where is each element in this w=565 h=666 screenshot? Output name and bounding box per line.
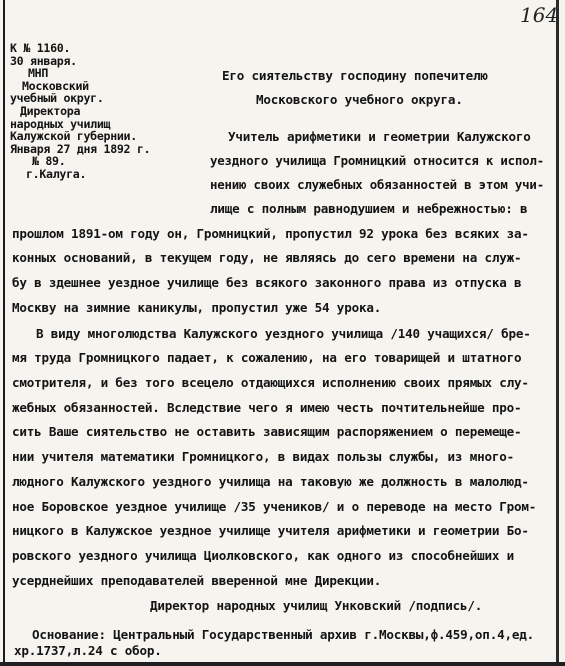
body-line: Москву на зимние каникулы, пропустил уже 54 урока. xyxy=(12,300,382,315)
registry-line: 30 января. xyxy=(10,53,77,68)
registry-line: Московский xyxy=(22,78,89,93)
registry-line: народных училищ xyxy=(10,116,111,131)
archive-basis-line: Основание: Центральный Государственный архив г.Москвы,ф.459,оп.4,ед. xyxy=(32,627,534,642)
registry-line: Директора xyxy=(20,103,81,118)
body-line: уездного училища Громницкий относится к испол- xyxy=(210,153,544,168)
body-line: бу в здешнее уездное училище без всякого законного права из отпуска в xyxy=(12,275,522,290)
registry-line: № 89. xyxy=(32,154,66,169)
addressee-line: Московского учебного округа. xyxy=(256,92,463,107)
body-line: нению своих служебных обязанностей в этом учи- xyxy=(210,177,544,192)
archive-basis-line: хр.1737,л.24 с обор. xyxy=(14,643,162,658)
body-line: жебных обязанностей. Вследствие чего я имею честь почтительнейше про- xyxy=(12,400,522,415)
body-line: конных оснований, в текущем году, не являясь до сего времени на служ- xyxy=(12,250,522,265)
body-line: людного Калужского уездного училища на таковую же должность в малолюд- xyxy=(12,474,529,489)
body-line: ровского уездного училища Циолковского, как одного из способнейших и xyxy=(12,548,514,563)
body-line: ное Боровское уездное училище /35 учеников/ и о переводе на место Гром- xyxy=(12,499,537,514)
body-line: усерднейших преподавателей вверенной мне Дирекции. xyxy=(12,573,382,588)
body-line: мя труда Громницкого падает, к сожалению, на его товарищей и штатного xyxy=(12,350,522,365)
body-line: сить Ваше сиятельство не оставить зависящим распоряжением о перемеще- xyxy=(12,424,522,439)
registry-line: Калужской губернии. xyxy=(10,129,137,144)
body-line: нии учителя математики Громницкого, в видах пользы службы, из много- xyxy=(12,449,514,464)
body-line: смотрителя, и без того всецело отдающихся исполнению своих прямых слу- xyxy=(12,375,529,390)
registry-line: К № 1160. xyxy=(10,41,71,55)
body-line: лище с полным равнодушием и небрежностью: в xyxy=(210,201,528,216)
body-line: Учитель арифметики и геометрии Калужского xyxy=(228,129,531,144)
signature-line: Директор народных училищ Унковский /подпись/. xyxy=(150,598,483,613)
handwritten-page-number: 164 xyxy=(520,3,559,27)
body-line: прошлом 1891-ом году он, Громницкий, пропустил 92 урока без всяких за- xyxy=(12,226,529,241)
registry-line: МНП xyxy=(28,66,49,81)
body-line: В виду многолюдства Калужского уездного училища /140 учащихся/ бре- xyxy=(36,326,531,341)
addressee-line: Его сиятельству господину попечителю xyxy=(222,68,488,83)
registry-line: учебный округ. xyxy=(10,91,104,106)
body-line: ницкого в Калужское уездное училище учителя арифметики и геометрии Бо- xyxy=(12,523,529,538)
registry-line: Января 27 дня 1892 г. xyxy=(10,141,151,156)
registry-line: г.Калуга. xyxy=(26,166,87,181)
